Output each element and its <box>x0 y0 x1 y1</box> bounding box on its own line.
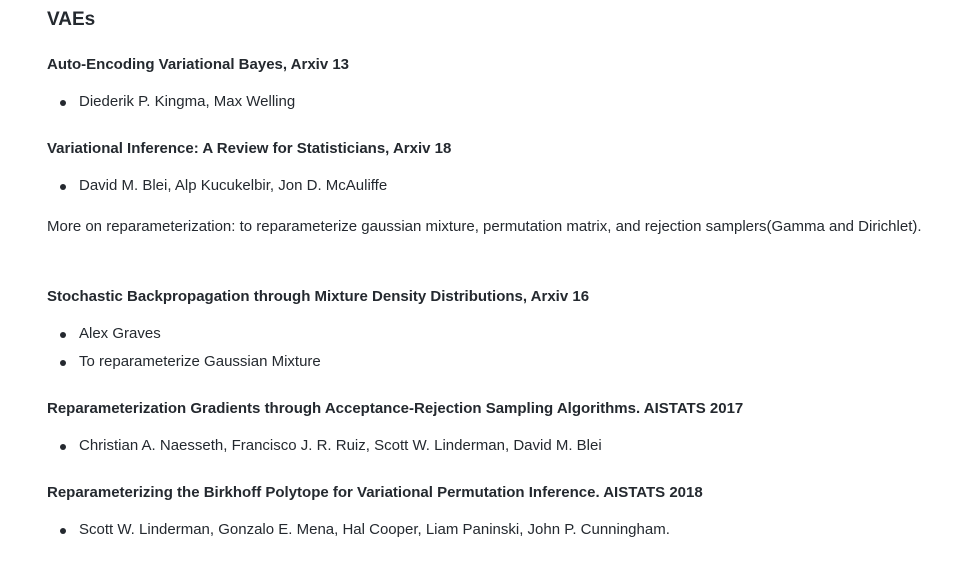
author-list <box>47 88 295 116</box>
list-item: Christian A. Naesseth, Francisco J. R. Ruiz, Scott W. Linderman, David M. Blei <box>47 432 602 460</box>
list-item: Alex Graves <box>47 320 321 348</box>
paper-title: Reparameterization Gradients through Acceptance-Rejection Sampling Algorithms. AISTATS 2017 <box>47 400 744 417</box>
note-paragraph: More on reparameterization: to reparameterize gaussian mixture, permutation matrix, and rejection samplers(Gamma and Dirichlet). <box>47 218 922 235</box>
section-heading: VAEs <box>47 9 96 30</box>
list-item: Scott W. Linderman, Gonzalo E. Mena, Hal Cooper, Liam Paninski, John P. Cunningham. <box>47 516 670 544</box>
list-item: David M. Blei, Alp Kucukelbir, Jon D. McAuliffe <box>47 172 387 200</box>
paper-title: Auto-Encoding Variational Bayes, Arxiv 13 <box>47 56 350 73</box>
author-list <box>47 320 321 376</box>
paper-title: Reparameterizing the Birkhoff Polytope for Variational Permutation Inference. AISTATS 2018 <box>47 484 703 501</box>
list-item: To reparameterize Gaussian Mixture <box>47 348 321 376</box>
author-list <box>47 432 602 460</box>
author-list <box>47 172 387 200</box>
paper-title: Stochastic Backpropagation through Mixture Density Distributions, Arxiv 16 <box>47 288 590 305</box>
list-item: Diederik P. Kingma, Max Welling <box>47 88 295 116</box>
paper-title: Variational Inference: A Review for Statisticians, Arxiv 18 <box>47 140 452 157</box>
author-list <box>47 516 670 544</box>
